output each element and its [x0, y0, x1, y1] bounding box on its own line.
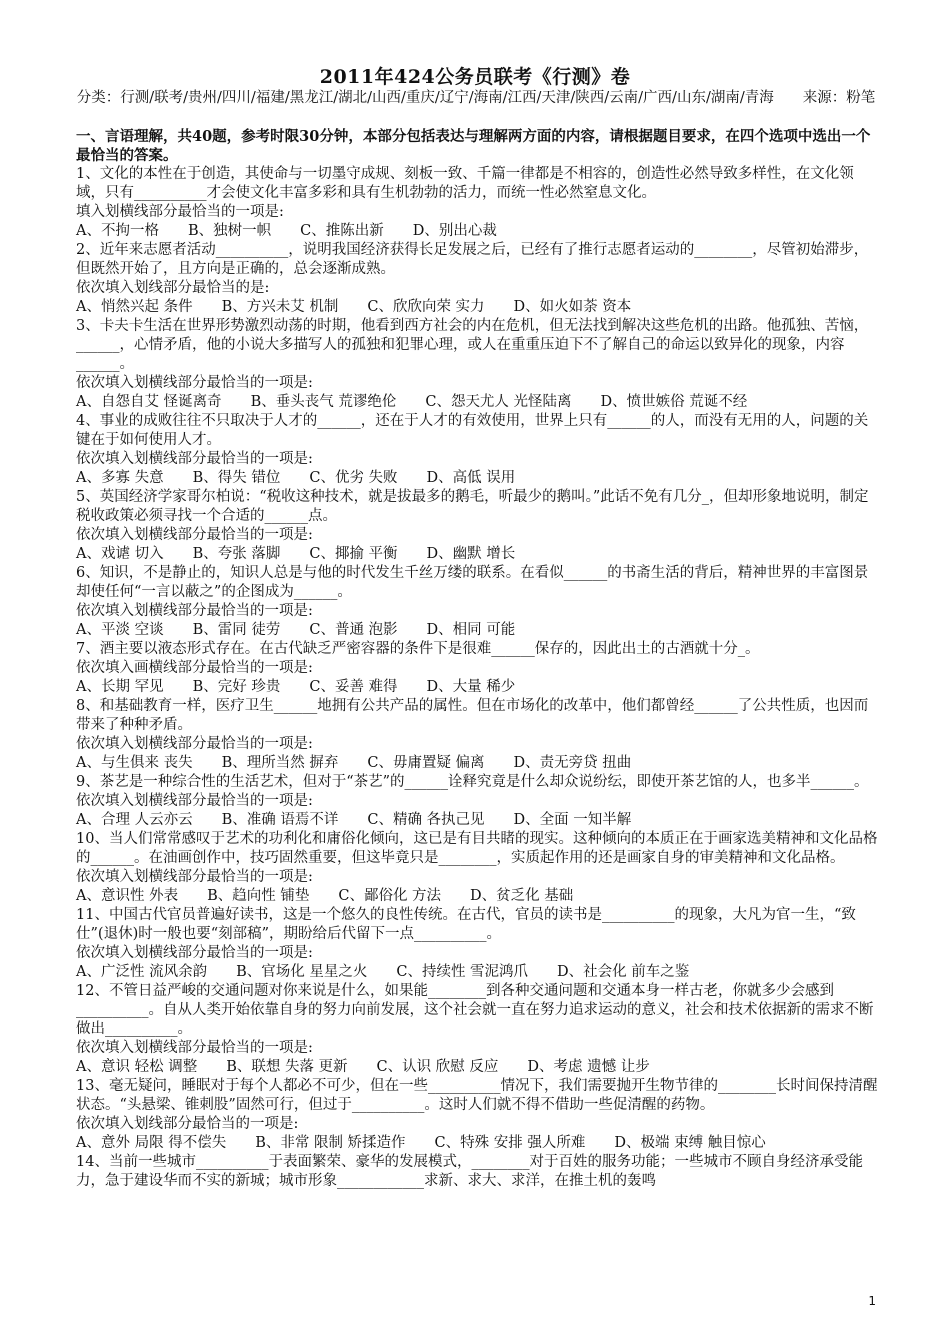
text-line: A、自怨自艾 怪诞离奇 B、垂头丧气 荒谬绝伦 C、怨天尤人 光怪陆离 D、愤世嫉俗 荒诞不经 [76, 394, 748, 410]
text-line: 2、近年来志愿者活动__________，说明我国经济获得长足发展之后，已经有了推行志愿者运动的________，尽管初始滞步，但既然开始了，且方向是正确的，总会逐渐成熟。 [76, 242, 869, 277]
text-line: 7、酒主要以液态形式存在。在古代缺乏严密容器的条件下是很难______保存的，因此出土的古酒就十分_。 [76, 641, 760, 657]
text-line: 依次填入划横线部分最恰当的一项是: [76, 603, 313, 619]
text-line: 依次填入划横线部分最恰当的一项是: [76, 945, 313, 961]
text-line: 14、当前一些城市__________于表面繁荣、豪华的发展模式，________对于百姓的服务功能；一些城市不顾自身经济承受能力，急于建设华而不实的新城；城市形象____________求新、求大、求洋，在推土机的轰鸣 [76, 1154, 863, 1189]
document-title: 2011年424公务员联考《行测》卷 [319, 66, 631, 88]
text-line: 依次填入划横线部分最恰当的一项是: [76, 793, 313, 809]
text-line: 4、事业的成败往往不只取决于人才的______，还在于人才的有效使用，世界上只有______的人，而没有无用的人，问题的关键在于如何使用人才。 [76, 413, 869, 448]
text-line: 10、当人们常常感叹于艺术的功利化和庸俗化倾向，这已是有目共睹的现实。这种倾向的本质正在于画家选美精神和文化品格的______。在油画创作中，技巧固然重要，但这毕竟只是________，实质起作用的还是画家自身的审美精神和文化品格。 [76, 831, 878, 866]
text-line: 9、茶艺是一种综合性的生活艺术，但对于“茶艺”的______诠释究竟是什么却众说纷纭，即使开茶艺馆的人，也多半______。 [76, 774, 869, 790]
text-line: 依次填入划线部分最恰当的一项是: [76, 1116, 299, 1132]
text-line: 依次填入划横线部分最恰当的一项是: [76, 869, 313, 885]
text-line: A、平淡 空谈 B、雷同 徒劳 C、普通 泡影 D、相同 可能 [76, 622, 516, 638]
text-line: 5、英国经济学家哥尔柏说：“税收这种技术，就是拔最多的鹅毛，听最少的鹅叫。”此话不免有几分_，但却形象地说明，制定税收政策必须寻找一个合适的______点。 [76, 489, 869, 524]
text-line: 3、卡夫卡生活在世界形势激烈动荡的时期，他看到西方社会的内在危机，但无法找到解决这些危机的出路。他孤独、苦恼，______，心情矛盾，他的小说大多描写人的孤独和犯罪心理，或人在重重压迫下不了解自己的命运以致异化的现象，内容______。 [76, 318, 869, 372]
text-line: 依次填入划横线部分最恰当的一项是: [76, 527, 313, 543]
text-line: 6、知识，不是静止的，知识人总是与他的时代发生千丝万缕的联系。在看似______的书斋生活的背后，精神世界的丰富图景却使任何“一言以蔽之”的企图成为______。 [76, 565, 869, 600]
text-line: A、多寡 失意 B、得失 错位 C、优劣 失败 D、高低 误用 [76, 470, 516, 486]
text-line: A、意识 轻松 调整 B、联想 失落 更新 C、认识 欣慰 反应 D、考虑 遗憾 让步 [76, 1059, 650, 1075]
text-line: 1、文化的本性在于创造，其使命与一切墨守成规、刻板一致、千篇一律都是不相容的，创造性必然导致多样性，在文化领域，只有__________才会使文化丰富多彩和具有生机勃勃的活力，而统一性必然窒息文化。 [76, 166, 854, 201]
text-line: A、戏谑 切入 B、夸张 落脚 C、揶揄 平衡 D、幽默 增长 [76, 546, 516, 562]
text-line: A、悄然兴起 条件 B、方兴未艾 机制 C、欣欣向荣 实力 D、如火如荼 资本 [76, 299, 632, 315]
page-number: 1 [868, 1294, 876, 1308]
text-line: 填入划横线部分最恰当的一项是: [76, 204, 284, 220]
text-line: 依次填入划横线部分最恰当的一项是: [76, 736, 313, 752]
text-line: A、广泛性 流风余韵 B、官场化 星星之火 C、持续性 雪泥鸿爪 D、社会化 前车之鉴 [76, 964, 690, 980]
text-line: A、与生俱来 丧失 B、理所当然 摒弃 C、毋庸置疑 偏离 D、责无旁贷 扭曲 [76, 755, 632, 771]
text-line: 依次填入划线部分最恰当的是: [76, 280, 270, 296]
text-line: 13、毫无疑问，睡眠对于每个人都必不可少，但在一些__________情况下，我们需要抛开生物节律的________长时间保持清醒状态。“头悬梁、锥刺股”固然可行，但过于__________。这时人们就不得不借助一些促清醒的药物。 [76, 1078, 878, 1113]
text-line: A、意外 局限 得不偿失 B、非常 限制 矫揉造作 C、特殊 安排 强人所难 D、极端 束缚 触目惊心 [76, 1135, 766, 1151]
text-line: 依次填入划横线部分最恰当的一项是: [76, 1040, 313, 1056]
section-heading: 一、言语理解，共40题，参考时限30分钟，本部分包括表达与理解两方面的内容，请根据题目要求，在四个选项中选出一个最恰当的答案。 [76, 128, 871, 164]
text-line: 依次填入划横线部分最恰当的一项是: [76, 451, 313, 467]
document-body [76, 127, 880, 1191]
text-line: 11、中国古代官员普遍好读书，这是一个悠久的良性传统。在古代，官员的读书是__________的现象，大凡为官一生，“致仕”(退休)时一般也要“刻部稿”，期盼给后代留下一点__________。 [76, 907, 856, 942]
text-line: A、合理 人云亦云 B、准确 语焉不详 C、精确 各执己见 D、全面 一知半解 [76, 812, 632, 828]
text-line: A、不拘一格 B、独树一帜 C、推陈出新 D、别出心裁 [76, 223, 497, 239]
text-line: A、长期 罕见 B、完好 珍贵 C、妥善 难得 D、大量 稀少 [76, 679, 516, 695]
question-list [76, 165, 880, 1191]
text-line: 8、和基础教育一样，医疗卫生______地拥有公共产品的属性。但在市场化的改革中，他们都曾经______了公共性质，也因而带来了种种矛盾。 [76, 698, 869, 733]
text-line: 依次填入画横线部分最恰当的一项是: [76, 660, 313, 676]
text-line: 依次填入划横线部分最恰当的一项是: [76, 375, 313, 391]
text-line: 12、不管日益严峻的交通问题对你来说是什么，如果能________到各种交通问题和交通本身一样古老，你就多少会感到__________。自从人类开始依靠自身的努力向前发展，这个社会就一直在努力追求运动的意义，社会和技术依据新的需求不断做出__________。 [76, 983, 874, 1037]
category-source-line: 分类：行测/联考/贵州/四川/福建/黑龙江/湖北/山西/重庆/辽宁/海南/江西/天津/陕西/云南/广西/山东/湖南/青海 来源：粉笔 [76, 90, 876, 106]
text-line: A、意识性 外表 B、趋向性 铺垫 C、鄙俗化 方法 D、贫乏化 基础 [76, 888, 574, 904]
